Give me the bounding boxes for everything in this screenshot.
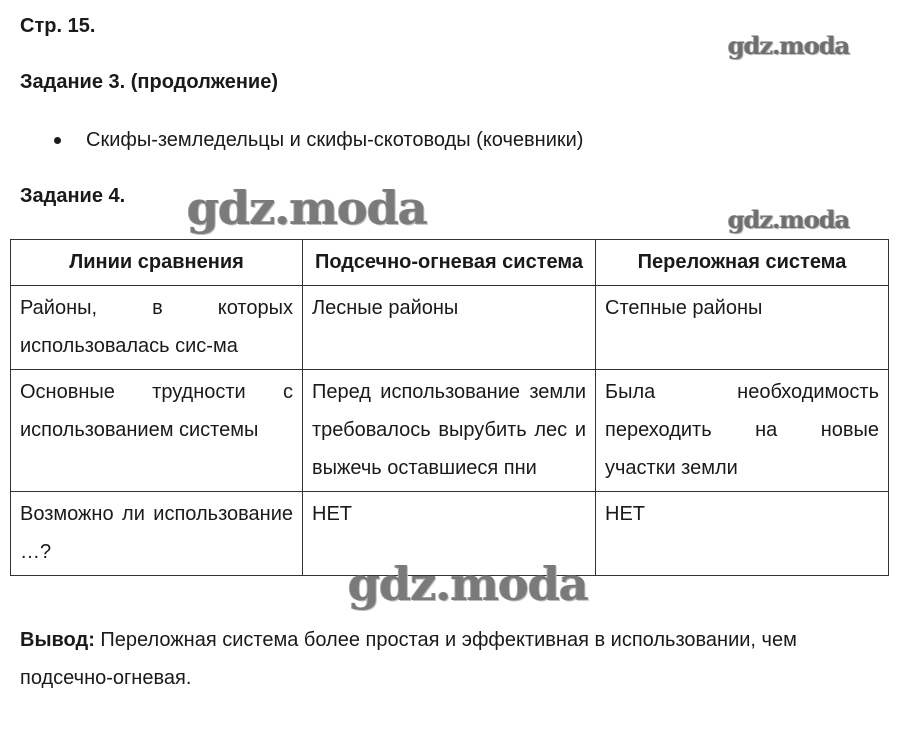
table-header-cell: Переложная система [596, 240, 889, 286]
table-cell: Лесные районы [303, 286, 596, 370]
watermark-logo: gdz.moda [348, 557, 588, 611]
watermark-logo: gdz.moda [728, 205, 850, 234]
page-title: Стр. 15. [20, 15, 96, 37]
table-header-cell: Подсечно-огневая система [303, 240, 596, 286]
table-cell: Перед использование земли требовалось вырубить лес и выжечь оставшиеся пни [303, 370, 596, 492]
conclusion-text: Переложная система более простая и эффективная в использовании, чем подсечно-огневая. [20, 629, 797, 689]
bullet-text: Скифы-земледельцы и скифы-скотоводы (кочевники) [86, 129, 584, 151]
table-row [11, 370, 889, 492]
watermark-logo: gdz.moda [728, 31, 850, 60]
table-row [11, 286, 889, 370]
table-cell: НЕТ [596, 492, 889, 576]
table-cell: Была необходимость переходить на новые участки земли [596, 370, 889, 492]
table-header-row [11, 240, 889, 286]
table-cell: НЕТ [303, 492, 596, 576]
conclusion-label: Вывод: [20, 629, 95, 651]
table-header-cell: Линии сравнения [11, 240, 303, 286]
table-cell: Степные районы [596, 286, 889, 370]
watermark-logo: gdz.moda [187, 181, 427, 235]
task4-heading: Задание 4. [20, 185, 126, 207]
task3-heading: Задание 3. (продолжение) [20, 71, 278, 93]
conclusion-paragraph [20, 621, 885, 697]
table-cell: Возможно ли использование …? [11, 492, 303, 576]
comparison-table [10, 239, 889, 576]
table-cell: Районы, в которых использовалась сис-ма [11, 286, 303, 370]
bullet-dot-icon [54, 137, 61, 144]
bullet-list-item [54, 129, 583, 152]
table-cell: Основные трудности с использованием системы [11, 370, 303, 492]
